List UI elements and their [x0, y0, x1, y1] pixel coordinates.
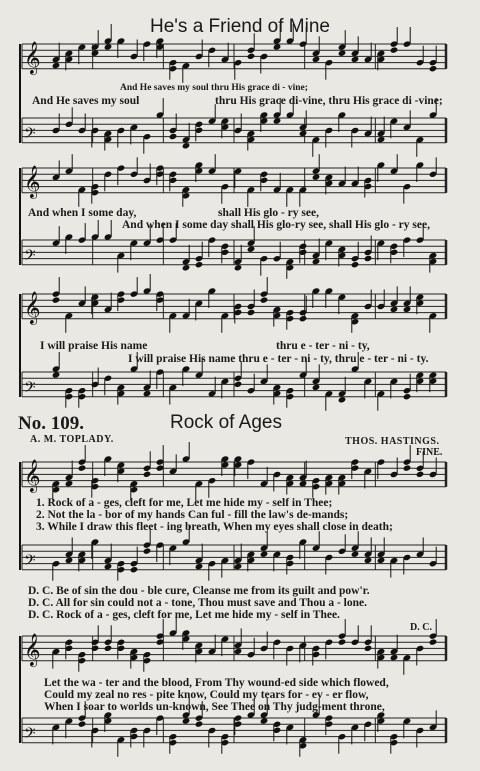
note-head	[91, 645, 100, 652]
treble-clef-icon: 𝄞	[24, 290, 41, 324]
fine-marking: FINE.	[416, 447, 443, 458]
note-head	[260, 296, 269, 303]
note-head	[195, 261, 204, 268]
lyric-line: And He saves my soul thru His grace di - vine;	[120, 83, 308, 93]
note-head	[403, 393, 412, 400]
treble-clef-icon: 𝄞	[24, 632, 41, 666]
song-title: He's a Friend of Mine	[150, 16, 330, 37]
note-head	[364, 255, 373, 262]
lyric-line: thru His grace di-vine, thru His grace di -vine;	[215, 95, 443, 107]
lyric-line: And He saves my soul	[32, 95, 140, 107]
verse-line: D. C. Rock of a - ges, cleft for me, Let me hide my - self in Thee.	[28, 609, 340, 621]
note-head	[351, 261, 360, 268]
lyric-line: thru e - ter - ni - ty,	[276, 340, 370, 352]
note-head	[429, 638, 438, 645]
verse-line: D. C. Be of sin the dou - ble cure, Cleanse me from its guilt and pow'r.	[28, 585, 370, 597]
dc-marking: D. C.	[410, 622, 432, 633]
author-credit: A. M. TOPLADY.	[30, 434, 114, 445]
hymn-number: No. 109.	[18, 413, 84, 434]
note-head	[429, 65, 438, 72]
verse-line: D. C. All for sin could not a - tone, Thou must save and Thou a - lone.	[28, 597, 367, 609]
bass-clef-icon: 𝄢	[24, 551, 36, 573]
bass-clef-icon: 𝄢	[24, 724, 36, 746]
note-head	[247, 53, 256, 60]
lyric-line: And when I some day,	[28, 207, 137, 219]
note-head	[78, 464, 87, 471]
lyric-line: I will praise His name thru e - ter - ni - ty, thru e - ter - ni - ty.	[128, 353, 429, 365]
bass-clef-icon: 𝄢	[24, 124, 36, 146]
verse-line: 3. While I draw this fleet - ing breath, When my eyes shall close in death;	[36, 521, 393, 533]
note-head	[390, 46, 399, 53]
verse-line: 2. Not the la - bor of my hands Can ful - fill the law's de-mands;	[36, 509, 349, 521]
note-head	[143, 471, 152, 478]
note-head	[403, 464, 412, 471]
verse-line: When I soar to worlds un-known, See Thee on Thy judg-ment throne,	[44, 701, 385, 713]
lyric-line: shall His glo - ry see,	[218, 207, 319, 219]
treble-clef-icon: 𝄞	[24, 40, 41, 74]
bass-clef-icon: 𝄢	[24, 378, 36, 400]
verse-line: 1. Rock of a - ges, cleft for me, Let me hide my - self in Thee;	[36, 497, 333, 509]
note-head	[364, 645, 373, 652]
composer-credit: THOS. HASTINGS.	[345, 436, 440, 447]
song-title: Rock of Ages	[170, 412, 282, 433]
note-head	[195, 720, 204, 727]
note-head	[299, 315, 308, 322]
note-head	[104, 645, 113, 652]
note-head	[416, 471, 425, 478]
treble-clef-icon: 𝄞	[24, 458, 41, 492]
bass-clef-icon: 𝄢	[24, 246, 36, 268]
verse-line: Let the wa - ter and the blood, From Thy wound-ed side which flowed,	[44, 677, 389, 689]
note-head	[78, 720, 87, 727]
lyric-line: I will praise His name	[40, 340, 148, 352]
note-head	[234, 381, 243, 388]
lyric-line: And when I some day shall His glo-ry see, shall His glo - ry see,	[122, 219, 430, 231]
note-head	[247, 309, 256, 316]
note-head	[338, 638, 347, 645]
verse-line: Could my zeal no res - pite know, Could my tears for - ev - er flow,	[44, 689, 369, 701]
note-head	[130, 566, 139, 573]
note-head	[143, 547, 152, 554]
note-head	[52, 296, 61, 303]
note-head	[169, 133, 178, 140]
treble-clef-icon: 𝄞	[24, 164, 41, 198]
